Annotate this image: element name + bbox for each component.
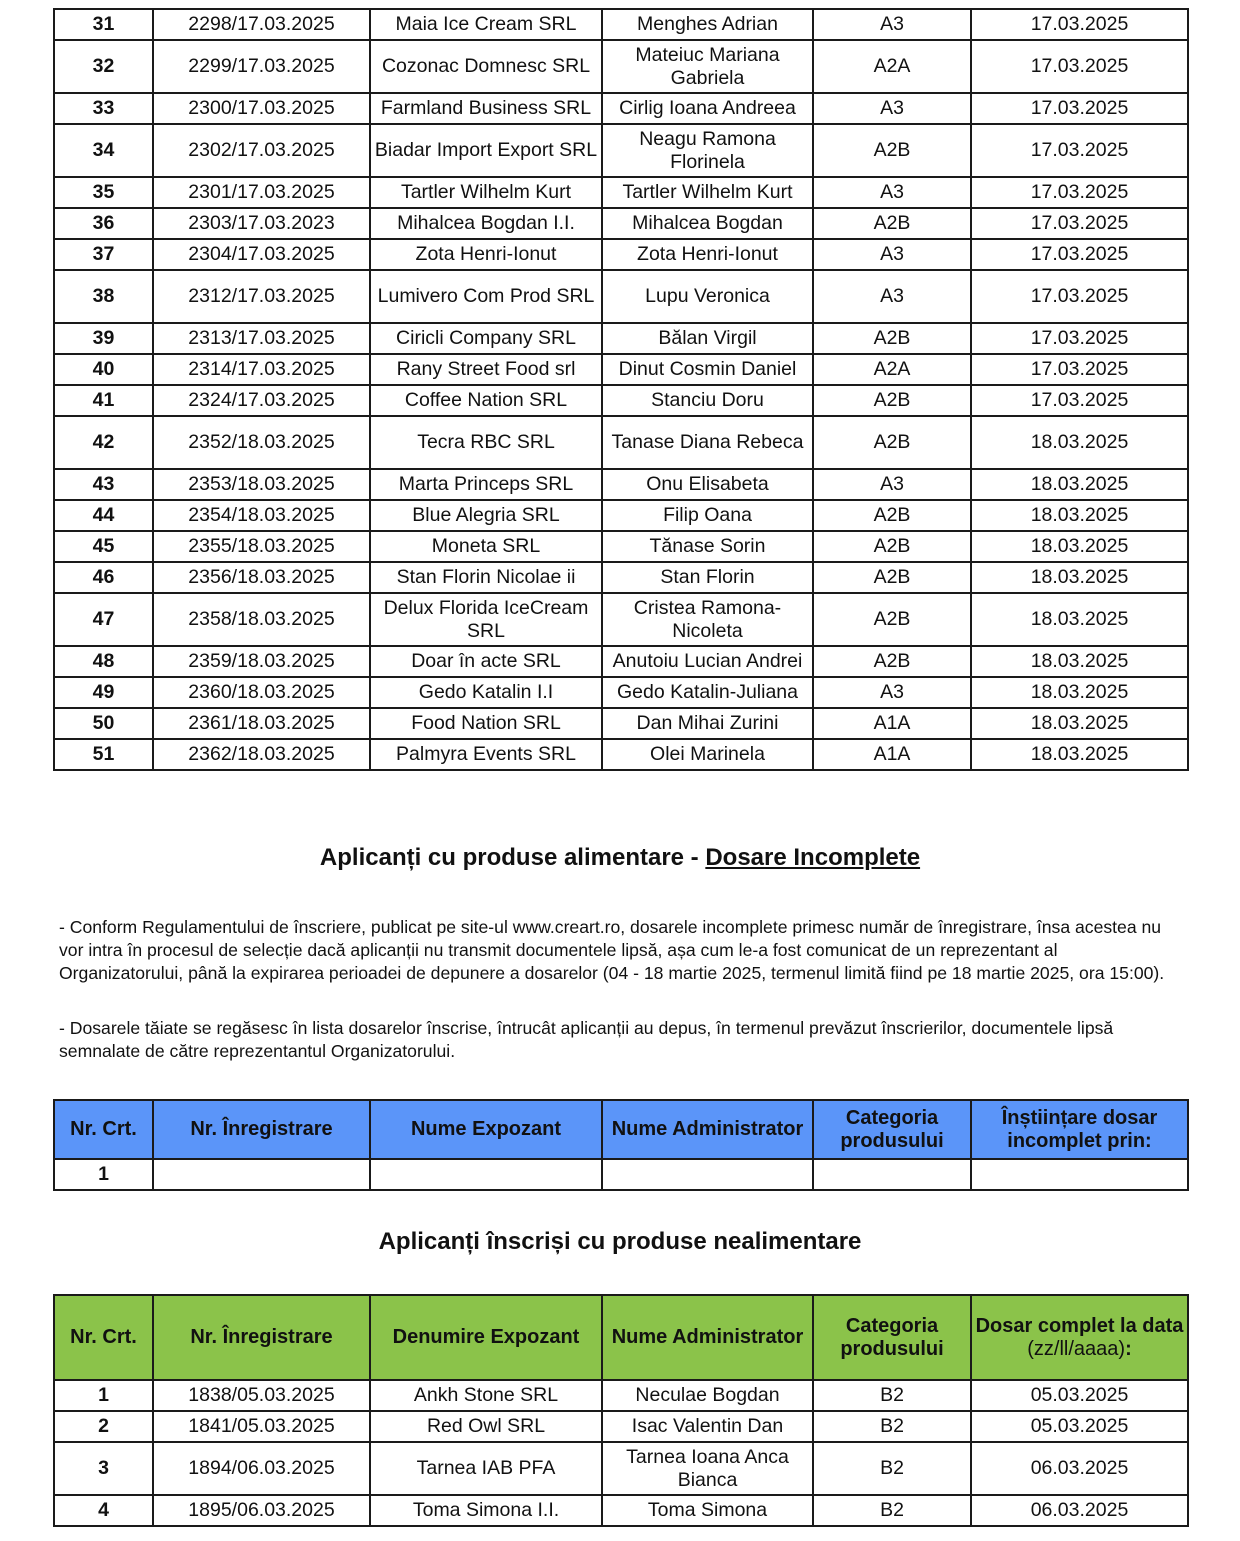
cell-expozant: Mihalcea Bogdan I.I.	[370, 208, 602, 239]
table-row	[54, 124, 1188, 177]
incomplete-section-heading	[0, 844, 1240, 872]
cell-nr: 2	[54, 1411, 153, 1442]
table-row	[54, 1411, 1188, 1442]
cell-nr: 1	[54, 1380, 153, 1411]
cell-expozant: Zota Henri-Ionut	[370, 239, 602, 270]
cell-cat: A3	[813, 677, 971, 708]
cell-expozant: Biadar Import Export SRL	[370, 124, 602, 177]
cell-expozant: Coffee Nation SRL	[370, 385, 602, 416]
table-row	[54, 708, 1188, 739]
table-row	[54, 40, 1188, 93]
cell-cat: A2A	[813, 40, 971, 93]
cell-expozant: Tecra RBC SRL	[370, 416, 602, 469]
food-applicants-body	[54, 9, 1188, 770]
incomplete-table-header	[54, 1100, 1188, 1159]
cell-expozant: Tartler Wilhelm Kurt	[370, 177, 602, 208]
cell-cat: A2B	[813, 124, 971, 177]
nonfood-applicants-table	[53, 1294, 1189, 1527]
header-dosar-complet-label: Dosar complet la data	[975, 1314, 1184, 1337]
cell-admin: Anutoiu Lucian Andrei	[602, 646, 813, 677]
cell-nr: 38	[54, 270, 153, 323]
cell-data: 17.03.2025	[971, 385, 1188, 416]
cell-data: 18.03.2025	[971, 469, 1188, 500]
cell-admin: Dan Mihai Zurini	[602, 708, 813, 739]
cell-nr: 41	[54, 385, 153, 416]
cell-cat: A3	[813, 270, 971, 323]
table-row	[54, 1442, 1188, 1495]
cell-reg: 2304/17.03.2025	[153, 239, 370, 270]
cell-data: 17.03.2025	[971, 124, 1188, 177]
cell-data: 18.03.2025	[971, 562, 1188, 593]
table-row	[54, 416, 1188, 469]
cell-nr: 37	[54, 239, 153, 270]
cell-data: 18.03.2025	[971, 416, 1188, 469]
cell-reg: 2312/17.03.2025	[153, 270, 370, 323]
cell-cat: B2	[813, 1495, 971, 1526]
cell-cat: A3	[813, 93, 971, 124]
cell-data: 18.03.2025	[971, 677, 1188, 708]
table-row	[54, 1380, 1188, 1411]
cell-reg: 2352/18.03.2025	[153, 416, 370, 469]
cell-expozant: Doar în acte SRL	[370, 646, 602, 677]
cell-admin: Mihalcea Bogdan	[602, 208, 813, 239]
cell-data: 17.03.2025	[971, 323, 1188, 354]
cell-cat: A3	[813, 9, 971, 40]
cell-admin: Isac Valentin Dan	[602, 1411, 813, 1442]
cell-admin: Bălan Virgil	[602, 323, 813, 354]
header-nume-expozant: Nume Expozant	[370, 1100, 602, 1159]
cell-nr: 47	[54, 593, 153, 646]
cell-expozant: Ankh Stone SRL	[370, 1380, 602, 1411]
cell-data: 17.03.2025	[971, 177, 1188, 208]
table-row	[54, 469, 1188, 500]
table-row	[54, 270, 1188, 323]
cell-reg	[153, 1159, 370, 1190]
cell-admin: Filip Oana	[602, 500, 813, 531]
cell-nr: 44	[54, 500, 153, 531]
cell-admin: Cirlig Ioana Andreea	[602, 93, 813, 124]
incomplete-table-body	[54, 1159, 1188, 1190]
cell-nr: 51	[54, 739, 153, 770]
cell-nr: 34	[54, 124, 153, 177]
cell-data: 06.03.2025	[971, 1442, 1188, 1495]
cell-data: 18.03.2025	[971, 531, 1188, 562]
header-nume-administrator: Nume Administrator	[602, 1295, 813, 1380]
header-colon: :	[1125, 1337, 1132, 1360]
cell-data: 17.03.2025	[971, 239, 1188, 270]
cell-reg: 2300/17.03.2025	[153, 93, 370, 124]
cell-nr: 4	[54, 1495, 153, 1526]
cell-cat: A2B	[813, 323, 971, 354]
cell-reg: 2361/18.03.2025	[153, 708, 370, 739]
cell-nr: 35	[54, 177, 153, 208]
cell-cat: A2A	[813, 354, 971, 385]
cell-reg: 2299/17.03.2025	[153, 40, 370, 93]
cell-nr: 33	[54, 93, 153, 124]
cell-expozant: Moneta SRL	[370, 531, 602, 562]
cell-reg: 1895/06.03.2025	[153, 1495, 370, 1526]
table-row	[54, 385, 1188, 416]
cell-expozant: Marta Princeps SRL	[370, 469, 602, 500]
header-categoria-produsului: Categoria produsului	[813, 1295, 971, 1380]
cell-expozant: Stan Florin Nicolae ii	[370, 562, 602, 593]
table-row	[54, 739, 1188, 770]
incomplete-note-2: - Dosarele tăiate se regăsesc în lista dosarelor înscrise, întrucât aplicanții au depus, în termenul prevăzut înscrierilor, documentele lipsă semnalate de către reprezentantul Organizatorului.	[59, 1018, 1114, 1061]
cell-cat: A2B	[813, 208, 971, 239]
nonfood-section-heading: Aplicanți înscriși cu produse nealimentare	[378, 1228, 862, 1255]
table-row	[54, 239, 1188, 270]
cell-nr: 42	[54, 416, 153, 469]
cell-admin: Toma Simona	[602, 1495, 813, 1526]
cell-expozant: Toma Simona I.I.	[370, 1495, 602, 1526]
cell-data: 17.03.2025	[971, 354, 1188, 385]
cell-admin: Neculae Bogdan	[602, 1380, 813, 1411]
cell-reg: 2298/17.03.2025	[153, 9, 370, 40]
header-nr-inregistrare: Nr. Înregistrare	[153, 1100, 370, 1159]
cell-cat: A3	[813, 177, 971, 208]
cell-nr: 46	[54, 562, 153, 593]
incomplete-applications-table	[53, 1099, 1189, 1191]
cell-nr: 49	[54, 677, 153, 708]
cell-reg: 2359/18.03.2025	[153, 646, 370, 677]
heading-underlined: Dosare Incomplete	[705, 844, 921, 871]
cell-nr: 3	[54, 1442, 153, 1495]
cell-admin: Neagu Ramona Florinela	[602, 124, 813, 177]
cell-expozant: Delux Florida IceCream SRL	[370, 593, 602, 646]
table-row	[54, 354, 1188, 385]
header-dosar-complet	[971, 1295, 1188, 1380]
cell-cat: A1A	[813, 708, 971, 739]
table-row	[54, 593, 1188, 646]
cell-data: 17.03.2025	[971, 40, 1188, 93]
cell-cat: A3	[813, 239, 971, 270]
cell-expozant: Blue Alegria SRL	[370, 500, 602, 531]
cell-cat: B2	[813, 1411, 971, 1442]
header-nr-inregistrare: Nr. Înregistrare	[153, 1295, 370, 1380]
cell-cat	[813, 1159, 971, 1190]
cell-data: 18.03.2025	[971, 500, 1188, 531]
cell-expozant: Ciricli Company SRL	[370, 323, 602, 354]
cell-nr: 45	[54, 531, 153, 562]
table-row	[54, 562, 1188, 593]
cell-data: 18.03.2025	[971, 708, 1188, 739]
table-row	[54, 93, 1188, 124]
cell-nr: 48	[54, 646, 153, 677]
cell-expozant: Farmland Business SRL	[370, 93, 602, 124]
header-denumire-expozant: Denumire Expozant	[370, 1295, 602, 1380]
header-instiintare: Înștiințare dosar incomplet prin:	[971, 1100, 1188, 1159]
nonfood-table-body	[54, 1380, 1188, 1526]
cell-data: 06.03.2025	[971, 1495, 1188, 1526]
table-row	[54, 646, 1188, 677]
cell-expozant: Red Owl SRL	[370, 1411, 602, 1442]
cell-admin: Menghes Adrian	[602, 9, 813, 40]
cell-admin: Olei Marinela	[602, 739, 813, 770]
cell-reg: 2313/17.03.2025	[153, 323, 370, 354]
cell-data: 18.03.2025	[971, 739, 1188, 770]
cell-nr: 32	[54, 40, 153, 93]
cell-reg: 2324/17.03.2025	[153, 385, 370, 416]
cell-admin: Dinut Cosmin Daniel	[602, 354, 813, 385]
cell-nr: 31	[54, 9, 153, 40]
cell-cat: B2	[813, 1442, 971, 1495]
cell-cat: A2B	[813, 562, 971, 593]
cell-admin: Zota Henri-Ionut	[602, 239, 813, 270]
cell-admin: Onu Elisabeta	[602, 469, 813, 500]
header-nr-crt: Nr. Crt.	[54, 1100, 153, 1159]
cell-cat: A1A	[813, 739, 971, 770]
cell-nr: 36	[54, 208, 153, 239]
cell-data: 17.03.2025	[971, 270, 1188, 323]
cell-notif	[971, 1159, 1188, 1190]
cell-cat: A2B	[813, 385, 971, 416]
header-date-format: (zz/ll/aaaa)	[1027, 1337, 1126, 1360]
cell-reg: 2353/18.03.2025	[153, 469, 370, 500]
cell-reg: 2360/18.03.2025	[153, 677, 370, 708]
table-row	[54, 1495, 1188, 1526]
table-row	[54, 500, 1188, 531]
cell-reg: 2354/18.03.2025	[153, 500, 370, 531]
cell-data: 05.03.2025	[971, 1411, 1188, 1442]
cell-admin: Mateiuc Mariana Gabriela	[602, 40, 813, 93]
incomplete-note-1: - Conform Regulamentului de înscriere, publicat pe site-ul www.creart.ro, dosarele incomplete primesc număr de înregistrare, însa acestea nu vor intra în procesul de selecție dacă aplicanții nu transmit documentele lipsă, așa cum le-a fost comunicat de un reprezentant al Organizatorului, până la expirarea perioadei de depunere a dosarelor (04 - 18 martie 2025, termenul limită fiind pe 18 martie 2025, ora 15:00).	[59, 917, 1165, 983]
cell-admin: Tanase Diana Rebeca	[602, 416, 813, 469]
cell-data: 17.03.2025	[971, 93, 1188, 124]
cell-expozant: Rany Street Food srl	[370, 354, 602, 385]
cell-admin: Stanciu Doru	[602, 385, 813, 416]
cell-cat: A2B	[813, 500, 971, 531]
cell-data: 17.03.2025	[971, 208, 1188, 239]
cell-reg: 1841/05.03.2025	[153, 1411, 370, 1442]
cell-data: 18.03.2025	[971, 646, 1188, 677]
table-row	[54, 677, 1188, 708]
cell-data: 18.03.2025	[971, 593, 1188, 646]
cell-admin: Gedo Katalin-Juliana	[602, 677, 813, 708]
cell-expozant: Tarnea IAB PFA	[370, 1442, 602, 1495]
cell-admin: Lupu Veronica	[602, 270, 813, 323]
cell-expozant: Food Nation SRL	[370, 708, 602, 739]
cell-reg: 2356/18.03.2025	[153, 562, 370, 593]
cell-expozant: Gedo Katalin I.I	[370, 677, 602, 708]
cell-nr: 40	[54, 354, 153, 385]
cell-admin: Tartler Wilhelm Kurt	[602, 177, 813, 208]
cell-nr: 43	[54, 469, 153, 500]
cell-reg: 2302/17.03.2025	[153, 124, 370, 177]
cell-expozant: Palmyra Events SRL	[370, 739, 602, 770]
cell-reg: 1894/06.03.2025	[153, 1442, 370, 1495]
food-applicants-table	[53, 8, 1189, 771]
cell-expozant	[370, 1159, 602, 1190]
header-nume-administrator: Nume Administrator	[602, 1100, 813, 1159]
cell-expozant: Lumivero Com Prod SRL	[370, 270, 602, 323]
cell-admin: Tănase Sorin	[602, 531, 813, 562]
cell-admin	[602, 1159, 813, 1190]
table-row	[54, 177, 1188, 208]
cell-expozant: Cozonac Domnesc SRL	[370, 40, 602, 93]
nonfood-table-header	[54, 1295, 1188, 1380]
header-nr-crt: Nr. Crt.	[54, 1295, 153, 1380]
cell-reg: 2314/17.03.2025	[153, 354, 370, 385]
cell-nr: 50	[54, 708, 153, 739]
cell-reg: 1838/05.03.2025	[153, 1380, 370, 1411]
cell-reg: 2362/18.03.2025	[153, 739, 370, 770]
table-row	[54, 1159, 1188, 1190]
cell-admin: Cristea Ramona-Nicoleta	[602, 593, 813, 646]
cell-nr: 1	[54, 1159, 153, 1190]
cell-cat: A2B	[813, 646, 971, 677]
heading-prefix: Aplicanți cu produse alimentare -	[319, 844, 706, 871]
table-row	[54, 531, 1188, 562]
cell-cat: B2	[813, 1380, 971, 1411]
cell-data: 17.03.2025	[971, 9, 1188, 40]
cell-admin: Stan Florin	[602, 562, 813, 593]
cell-nr: 39	[54, 323, 153, 354]
cell-cat: A2B	[813, 531, 971, 562]
cell-reg: 2303/17.03.2023	[153, 208, 370, 239]
cell-expozant: Maia Ice Cream SRL	[370, 9, 602, 40]
cell-cat: A2B	[813, 593, 971, 646]
table-row	[54, 9, 1188, 40]
cell-reg: 2355/18.03.2025	[153, 531, 370, 562]
header-categoria-produsului: Categoria produsului	[813, 1100, 971, 1159]
table-row	[54, 323, 1188, 354]
table-row	[54, 208, 1188, 239]
cell-reg: 2301/17.03.2025	[153, 177, 370, 208]
cell-data: 05.03.2025	[971, 1380, 1188, 1411]
cell-admin: Tarnea Ioana Anca Bianca	[602, 1442, 813, 1495]
cell-cat: A2B	[813, 416, 971, 469]
cell-reg: 2358/18.03.2025	[153, 593, 370, 646]
cell-cat: A3	[813, 469, 971, 500]
